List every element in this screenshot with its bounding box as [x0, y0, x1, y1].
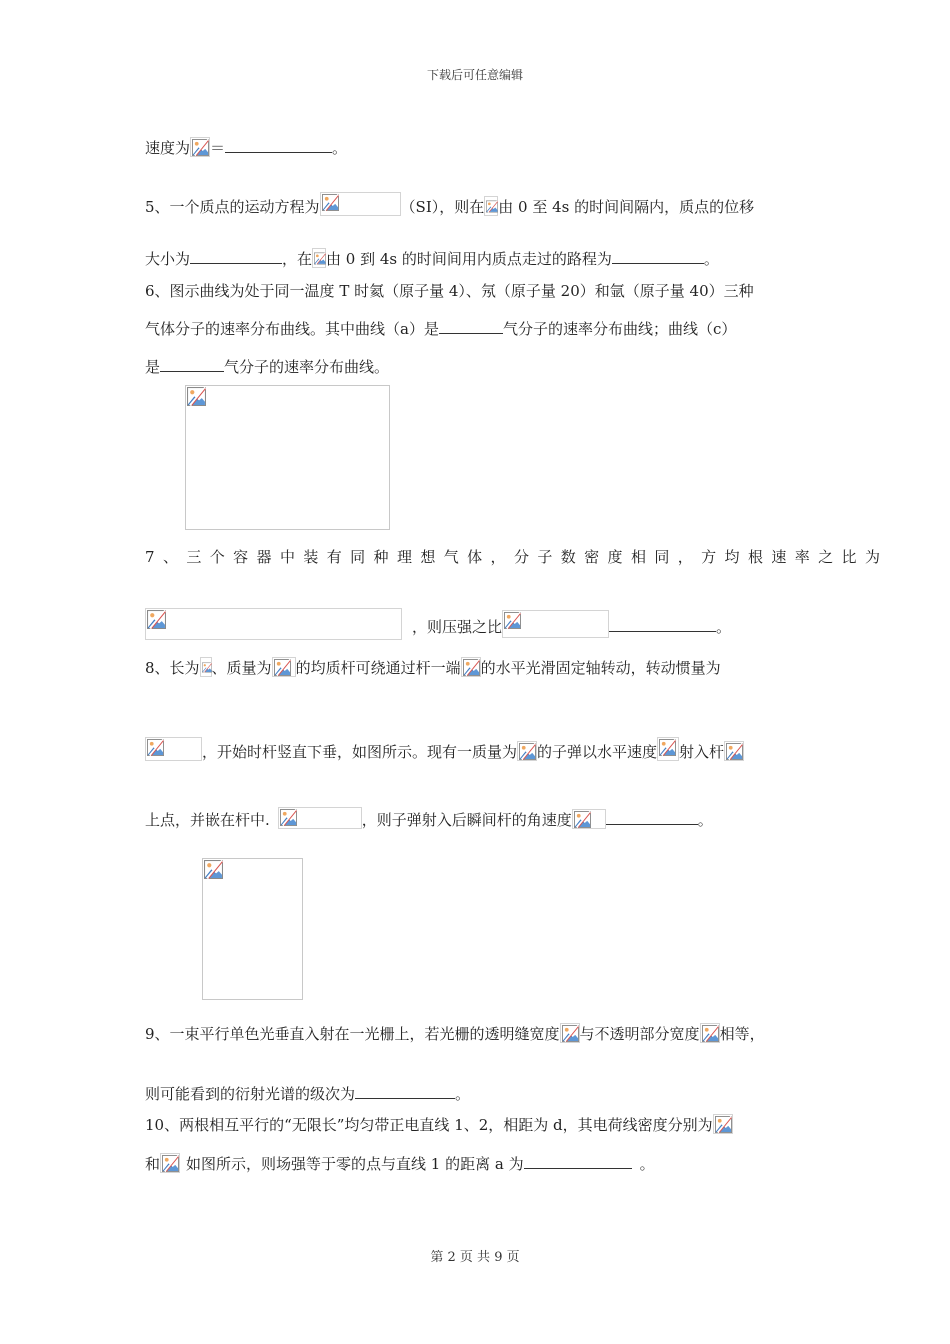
- broken-image-icon: [192, 139, 209, 156]
- formula-image: [320, 192, 401, 216]
- broken-image-icon: [147, 739, 164, 756]
- page-footer: 第 2 页 共 9 页: [430, 1250, 520, 1265]
- answer-blank[interactable]: [606, 808, 698, 825]
- formula-image: [312, 248, 326, 268]
- q5-line-1: 5、一个质点的运动方程为 （SI），则在 由 0 至 4s 的时间间隔内，质点的位移: [145, 192, 754, 218]
- q8-line-3: 上点，并嵌在杆中. ，则子弹射入后瞬间杆的角速度 。: [145, 807, 713, 831]
- broken-image-icon: [147, 610, 166, 629]
- q9-line-2: 则可能看到的衍射光谱的级次为 。: [145, 1082, 470, 1105]
- answer-blank[interactable]: [355, 1082, 455, 1099]
- formula-image: [572, 809, 606, 829]
- broken-image-icon: [574, 811, 591, 828]
- q8-figure: [202, 858, 303, 1000]
- formula-image: [484, 196, 498, 216]
- answer-blank[interactable]: [160, 355, 224, 372]
- broken-image-icon: [202, 659, 212, 676]
- answer-blank[interactable]: [609, 615, 716, 632]
- q9-line-1: 9、一束平行单色光垂直入射在一光栅上，若光栅的透明缝宽度 与不透明部分宽度 相等，: [145, 1025, 765, 1043]
- formula-image: [657, 737, 679, 761]
- answer-blank[interactable]: [439, 317, 503, 334]
- formula-image: [145, 608, 402, 640]
- formula-image: [160, 1153, 180, 1173]
- broken-image-icon: [486, 198, 498, 215]
- q8-line-1: 8、长为 、质量为 的均质杆可绕通过杆一端 的水平光滑固定轴转动，转动惯量为: [145, 659, 721, 677]
- broken-image-icon: [659, 739, 676, 756]
- page-header: 下载后可任意编辑: [426, 68, 523, 82]
- answer-blank[interactable]: [225, 136, 332, 153]
- formula-image: [145, 737, 202, 761]
- formula-image: [502, 610, 609, 638]
- broken-image-icon: [519, 743, 536, 760]
- q7-line-1: 7、三个容器中装有同种理想气体，分子数密度相同，方均根速率之比为: [145, 548, 889, 566]
- formula-image: [272, 657, 296, 677]
- q4-line: 速度为 ＝ 。: [145, 136, 347, 159]
- formula-image: [724, 741, 744, 761]
- formula-image: [560, 1023, 580, 1043]
- broken-image-icon: [204, 860, 223, 879]
- q6-line-3: 是 气分子的速率分布曲线。: [145, 355, 389, 378]
- formula-image: [200, 657, 212, 677]
- formula-image: [461, 657, 481, 677]
- formula-image: [190, 137, 210, 157]
- broken-image-icon: [187, 387, 206, 406]
- q6-line-2: 气体分子的速率分布曲线。其中曲线（a）是 气分子的速率分布曲线；曲线（c）: [145, 317, 736, 340]
- q6-line-1: 6、图示曲线为处于同一温度 T 时氦（原子量 4）、氖（原子量 20）和氩（原子量 40）三种: [145, 282, 754, 300]
- broken-image-icon: [463, 659, 480, 676]
- broken-image-icon: [280, 809, 297, 826]
- answer-blank[interactable]: [612, 247, 704, 264]
- formula-image: [278, 807, 362, 829]
- broken-image-icon: [562, 1025, 579, 1042]
- broken-image-icon: [702, 1025, 719, 1042]
- q7-line-2: ，则压强之比 。: [145, 608, 731, 640]
- formula-image: [517, 741, 537, 761]
- broken-image-icon: [715, 1116, 732, 1133]
- answer-blank[interactable]: [524, 1152, 632, 1169]
- formula-image: [700, 1023, 720, 1043]
- q8-line-2: ，开始时杆竖直下垂，如图所示。现有一质量为 的子弹以水平速度 射入杆: [145, 737, 744, 763]
- q10-line-2: 和 如图所示，则场强等于零的点与直线 1 的距离 a 为 。: [145, 1152, 655, 1175]
- broken-image-icon: [274, 659, 291, 676]
- broken-image-icon: [162, 1155, 179, 1172]
- broken-image-icon: [322, 194, 339, 211]
- q6-figure: [185, 385, 390, 530]
- formula-image: [713, 1114, 733, 1134]
- broken-image-icon: [726, 743, 743, 760]
- answer-blank[interactable]: [190, 247, 282, 264]
- broken-image-icon: [504, 612, 521, 629]
- q5-line-2: 大小为 ，在 由 0 到 4s 的时间间用内质点走过的路程为 。: [145, 247, 719, 270]
- broken-image-icon: [314, 250, 326, 267]
- q10-line-1: 10、两根相互平行的“无限长”均匀带正电直线 1、2，相距为 d，其电荷线密度分别为: [145, 1114, 733, 1136]
